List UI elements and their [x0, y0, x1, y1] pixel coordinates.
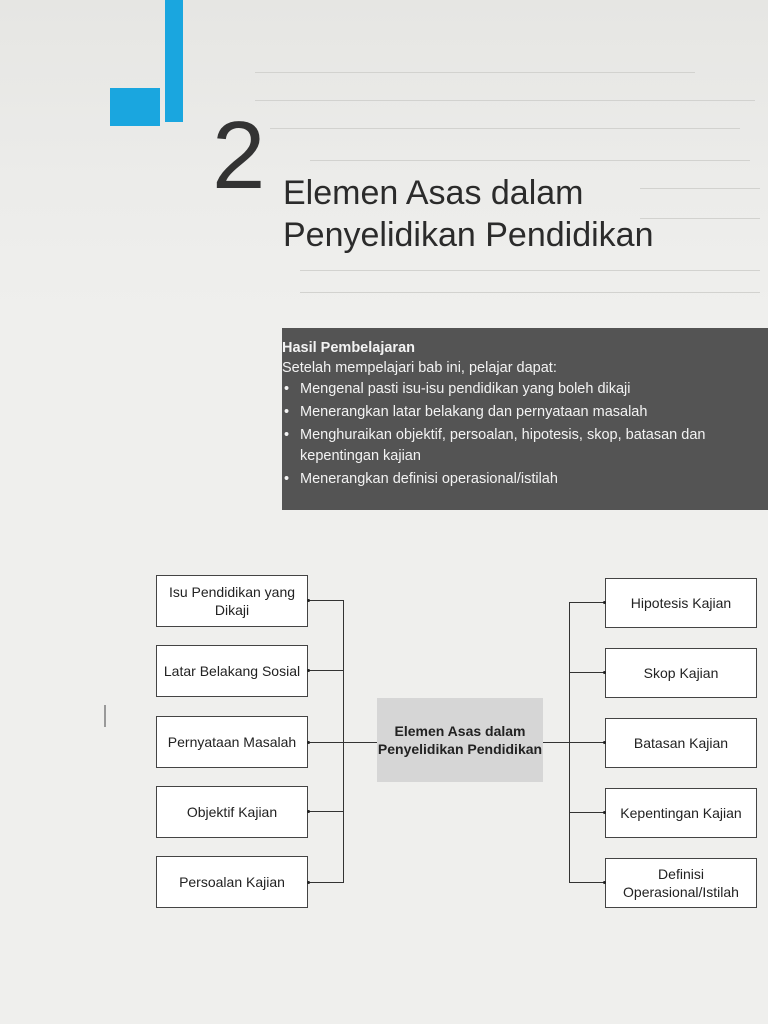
connector-dot	[307, 881, 310, 884]
right-node-skop: Skop Kajian	[605, 648, 757, 698]
connector	[569, 672, 605, 673]
right-node-definisi: Definisi Operasional/Istilah	[605, 858, 757, 908]
bleed-line	[300, 292, 760, 293]
bleed-line	[255, 100, 755, 101]
chapter-number: 2	[212, 102, 264, 209]
connector-dot	[307, 599, 310, 602]
bleed-line	[640, 218, 760, 219]
right-node-kepentingan: Kepentingan Kajian	[605, 788, 757, 838]
connector-vertical	[569, 602, 570, 883]
learning-outcomes-box	[282, 328, 768, 510]
connector-dot	[603, 601, 606, 604]
learning-outcomes-content	[282, 340, 722, 492]
learning-outcomes-heading: Hasil Pembelajaran	[282, 340, 415, 356]
connector-dot	[603, 811, 606, 814]
connector-dot	[307, 741, 310, 744]
left-node-isu-pendidikan: Isu Pendidikan yang Dikaji	[156, 575, 308, 627]
connector	[308, 811, 344, 812]
connector-dot	[603, 671, 606, 674]
bleed-through-background	[0, 0, 768, 310]
chapter-title-line-1: Elemen Asas dalam	[283, 174, 584, 212]
margin-mark	[104, 705, 106, 727]
connector	[569, 812, 605, 813]
chapter-title-line-2: Penyelidikan Pendidikan	[283, 216, 654, 254]
center-node: Elemen Asas dalam Penyelidikan Pendidikan	[377, 698, 543, 782]
right-node-hipotesis: Hipotesis Kajian	[605, 578, 757, 628]
right-node-batasan: Batasan Kajian	[605, 718, 757, 768]
connector-dot	[603, 741, 606, 744]
left-node-objektif-kajian: Objektif Kajian	[156, 786, 308, 838]
chapter-title	[283, 172, 653, 256]
left-node-persoalan-kajian: Persoalan Kajian	[156, 856, 308, 908]
left-node-pernyataan-masalah: Pernyataan Masalah	[156, 716, 308, 768]
left-node-latar-belakang: Latar Belakang Sosial	[156, 645, 308, 697]
learning-outcome-item: • Menerangkan latar belakang dan pernyataan masalah	[282, 402, 722, 423]
connector	[543, 742, 605, 743]
bleed-line	[310, 160, 750, 161]
accent-square	[110, 88, 160, 126]
connector	[308, 882, 344, 883]
connector	[308, 670, 344, 671]
accent-vertical-bar	[165, 0, 183, 122]
connector	[569, 882, 605, 883]
learning-outcome-item: • Menghuraikan objektif, persoalan, hipotesis, skop, batasan dan kepentingan kajian	[282, 425, 722, 467]
connector-dot	[307, 669, 310, 672]
bleed-line	[255, 72, 695, 73]
connector-dot	[307, 810, 310, 813]
learning-outcomes-lead: Setelah mempelajari bab ini, pelajar dapat:	[282, 360, 557, 376]
bleed-line	[270, 128, 740, 129]
bleed-line	[640, 188, 760, 189]
connector	[569, 602, 605, 603]
connector-vertical	[343, 600, 344, 883]
bleed-line	[300, 270, 760, 271]
learning-outcome-item: • Mengenal pasti isu-isu pendidikan yang boleh dikaji	[282, 379, 722, 400]
learning-outcomes-list	[282, 379, 722, 490]
learning-outcome-item: • Menerangkan definisi operasional/istilah	[282, 469, 722, 490]
connector-dot	[603, 881, 606, 884]
connector	[308, 600, 344, 601]
